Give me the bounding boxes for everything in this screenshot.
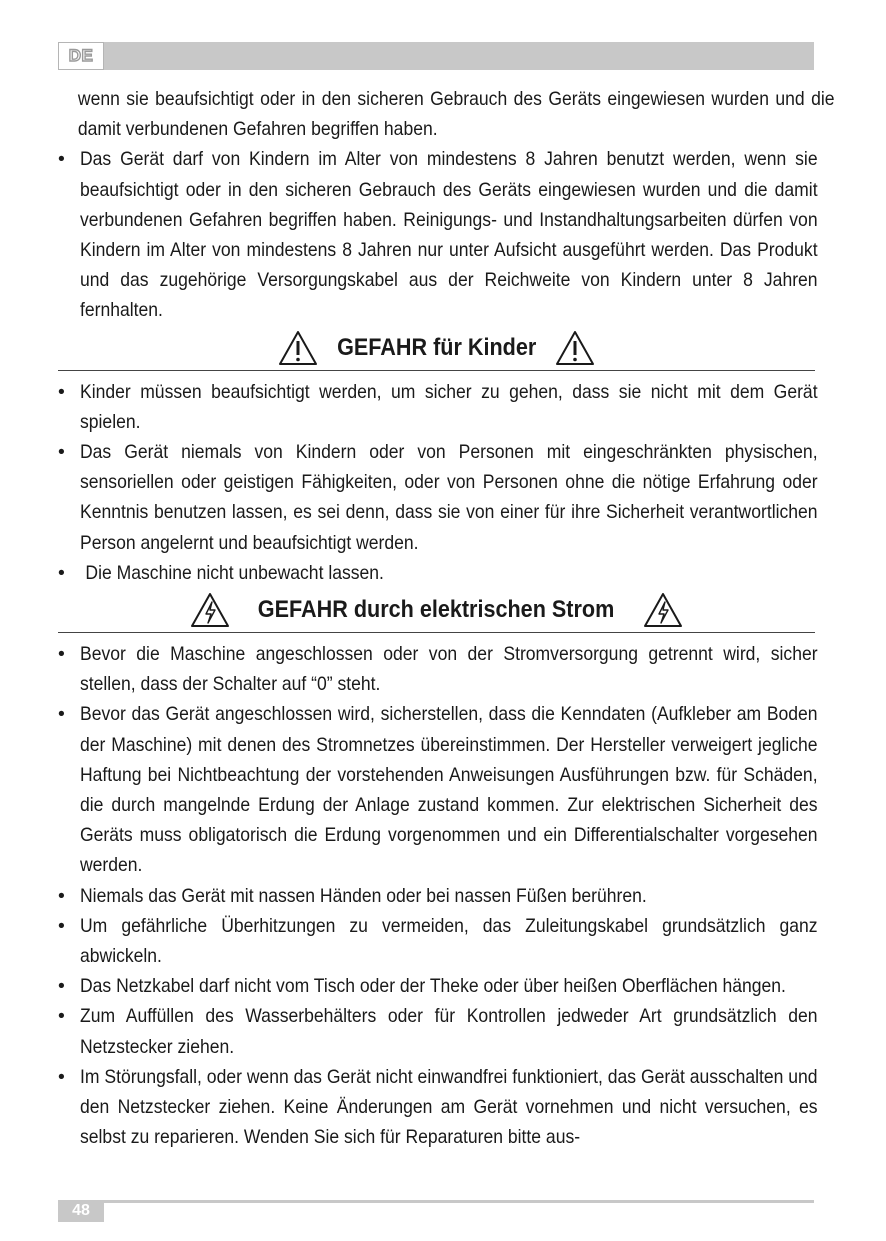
- list-item: • Bevor das Gerät angeschlossen wird, sicherstellen, dass die Kenndaten (Aufkleber am Boden der Maschine) mit denen des Stromnetzes übereinstimmen. Der Hersteller verweigert jegliche Haftung bei Nichtbeachtung der vorstehenden Anweisungen Ausführungen bzw. für Schäden, die durch mangelnde Erdung der Anlage zustand kommen. Zur elektrischen Sicherheit des Geräts muss obligatorisch die Erdung vorgenommen und ein Differentialschalter vorgesehen werden.: [58, 703, 818, 877]
- page-content: [58, 84, 835, 1153]
- intro-continuation: wenn sie beaufsichtigt oder in den sicheren Gebrauch des Geräts eingewiesen wurden und die damit verbundenen Gefahren begriffen haben.: [77, 88, 835, 141]
- intro-list: [58, 144, 818, 325]
- header-bar: [58, 42, 814, 70]
- section-heading-electric: [58, 590, 815, 633]
- electric-hazard-icon: [190, 592, 230, 628]
- electric-hazard-icon: [643, 592, 683, 628]
- electric-list: [58, 639, 818, 1152]
- section-heading-children: [58, 328, 815, 371]
- list-item: • Niemals das Gerät mit nassen Händen oder bei nassen Füßen berühren.: [58, 884, 647, 907]
- language-label: DE: [68, 46, 94, 65]
- section-title: GEFAHR durch elektrischen Strom: [258, 596, 615, 624]
- language-tag: [58, 42, 104, 70]
- list-item: • Um gefährliche Überhitzungen zu vermeiden, das Zuleitungskabel grundsätzlich ganz abwickeln.: [58, 914, 818, 968]
- list-item: • Im Störungsfall, oder wenn das Gerät nicht einwandfrei funktioniert, das Gerät ausschalten und den Netzstecker ziehen. Keine Änderungen am Gerät vornehmen und nicht versuchen, es selbst zu reparieren. Wenden Sie sich für Reparaturen bitte aus-: [58, 1065, 818, 1149]
- bullet: •: [58, 148, 65, 171]
- page-number: 48: [72, 1202, 90, 1219]
- list-item: • Die Maschine nicht unbewacht lassen.: [58, 561, 384, 584]
- list-item: • Das Gerät niemals von Kindern oder von Personen mit eingeschränkten physischen, sensoriellen oder geistigen Fähigkeiten, oder von Personen ohne die nötige Erfahrung oder Kenntnis benutzen lassen, es sei denn, dass sie von einer für ihre Sicherheit verantwortlichen Person angelernt und beaufsichtigt werden.: [58, 441, 818, 554]
- list-item: • Kinder müssen beaufsichtigt werden, um sicher zu gehen, dass sie nicht mit dem Gerät spielen.: [58, 380, 818, 433]
- warning-triangle-icon: [555, 330, 595, 366]
- warning-triangle-icon: [278, 330, 318, 366]
- list-item: • Das Gerät darf von Kindern im Alter von mindestens 8 Jahren benutzt werden, wenn sie beaufsichtigt oder in den sicheren Gebrauch des Geräts eingewiesen wurden und die damit verbundenen Gefahren begriffen haben. Reinigungs- und Instandhaltungsarbeiten dürfen von Kindern im Alter von mindestens 8 Jahren nur unter Aufsicht ausgeführt werden. Das Produkt und das zugehörige Versorgungskabel aus der Reichweite von Kindern unter 8 Jahren fernhalten.: [58, 144, 815, 325]
- footer-bar: [58, 1200, 814, 1203]
- list-item: • Bevor die Maschine angeschlossen oder von der Stromversorgung getrennt wird, sicher stellen, dass der Schalter auf “0” steht.: [58, 643, 818, 696]
- page-number-badge: [58, 1200, 104, 1222]
- children-list: [58, 377, 818, 588]
- list-item: • Das Netzkabel darf nicht vom Tisch oder der Theke oder über heißen Oberflächen hängen.: [58, 975, 786, 998]
- list-item: • Zum Auffüllen des Wasserbehälters oder für Kontrollen jedweder Art grundsätzlich den Netzstecker ziehen.: [58, 1005, 818, 1058]
- section-title: GEFAHR für Kinder: [336, 333, 537, 361]
